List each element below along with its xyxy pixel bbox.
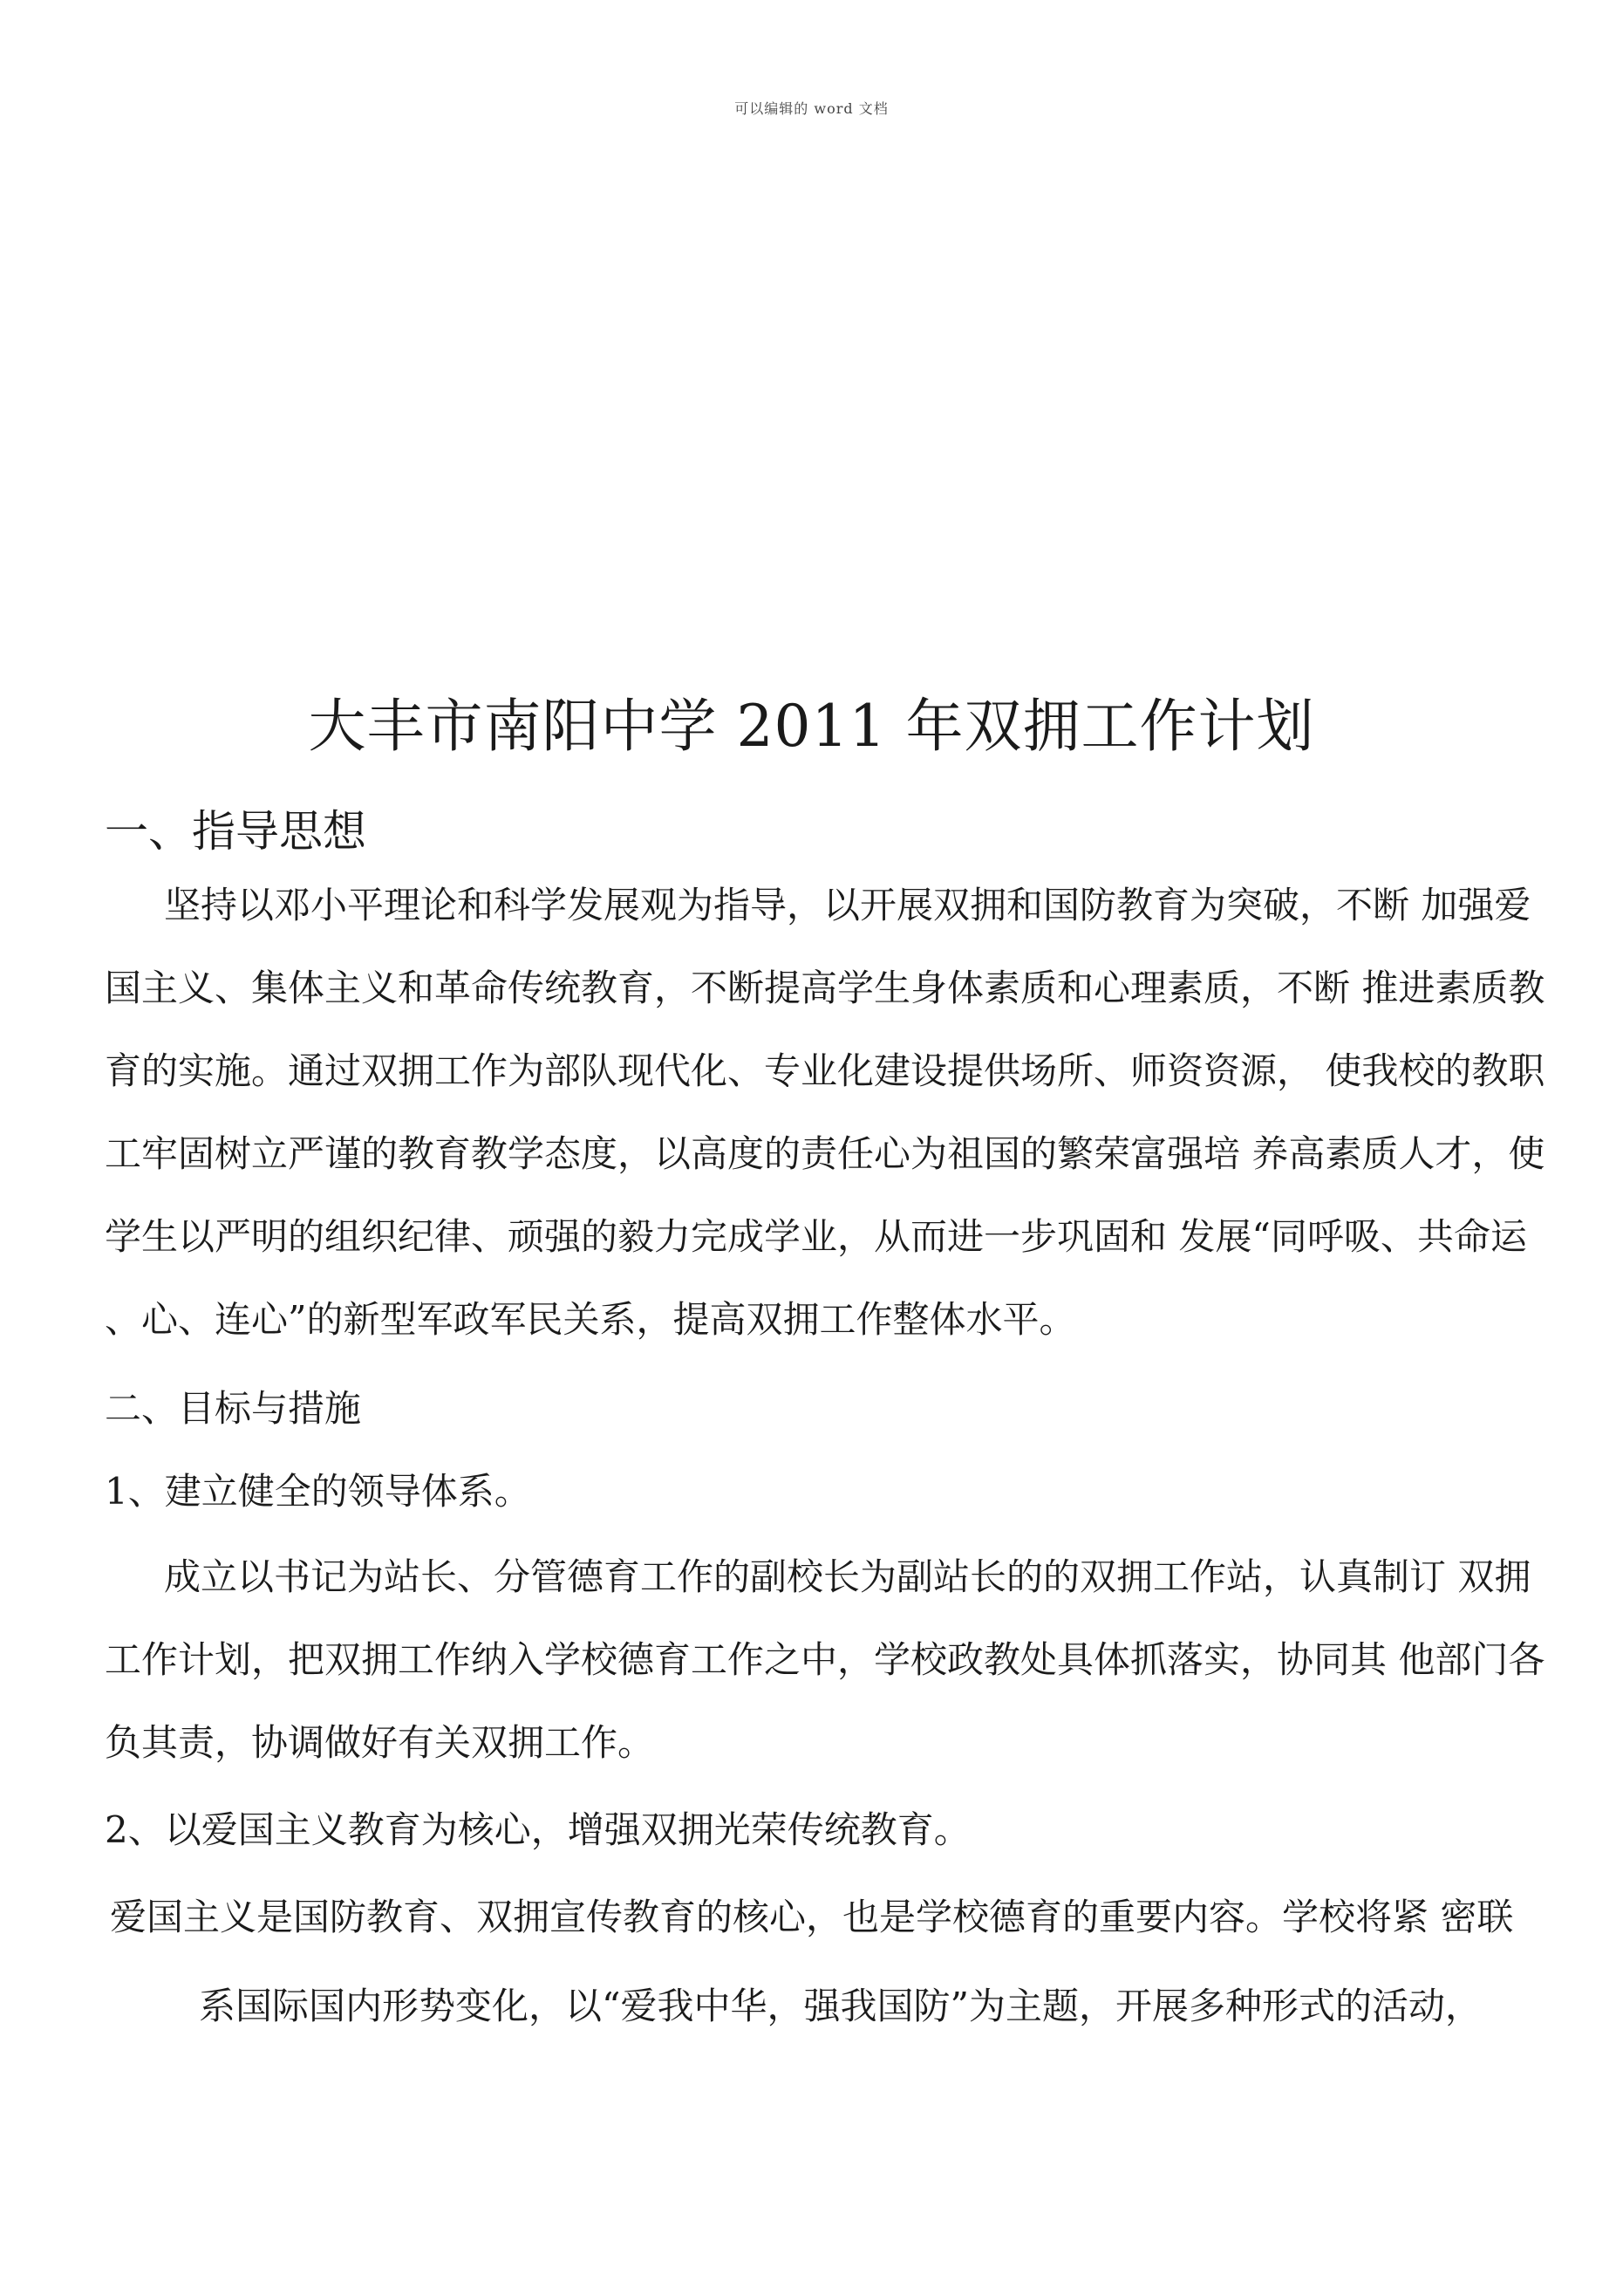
paragraph-line: 负其责，协调做好有关双拥工作。 [105,1721,655,1764]
item-heading-leadership-system: 1、建立健全的领导体系。 [105,1470,531,1513]
document-title: 大丰市南阳中学 2011 年双拥工作计划 [308,693,1315,760]
page-header-watermark: 可以编辑的 word 文档 [734,100,889,117]
section-heading-guiding-ideology: 一、指导思想 [105,806,366,857]
paragraph-line: 国主义、集体主义和革命传统教育，不断提高学生身体素质和心理素质，不断 推进素质教 [105,967,1545,1009]
paragraph-line: 爱国主义是国防教育、双拥宣传教育的核心，也是学校德育的重要内容。学校将紧 密联 [110,1896,1514,1938]
paragraph-line: 成立以书记为站长、分管德育工作的副校长为副站长的的双拥工作站，认真制订 双拥 [164,1555,1531,1598]
paragraph-line: 学生以严明的组织纪律、顽强的毅力完成学业，从而进一步巩固和 发展“同呼吸、共命运 [105,1215,1527,1258]
item-heading-patriotic-education: 2、以爱国主义教育为核心，增强双拥光荣传统教育。 [105,1808,971,1851]
paragraph-line: 工牢固树立严谨的教育教学态度，以高度的责任心为祖国的繁荣富强培 养高素质人才，使 [105,1132,1545,1175]
paragraph-line: 工作计划，把双拥工作纳入学校德育工作之中，学校政教处具体抓落实，协同其 他部门各 [105,1638,1545,1681]
paragraph-line: 坚持以邓小平理论和科学发展观为指导，以开展双拥和国防教育为突破，不断 加强爱 [164,884,1531,926]
paragraph-line: 育的实施。通过双拥工作为部队现代化、专业化建设提供场所、师资资源， 使我校的教职 [105,1049,1545,1092]
paragraph-line: 、心、连心”的新型军政军民关系，提高双拥工作整体水平。 [105,1298,1076,1341]
paragraph-line: 系国际国内形势变化，以“爱我中华，强我国防”为主题，开展多种形式的活动， [199,1985,1482,2027]
section-heading-goals-measures: 二、目标与措施 [105,1387,362,1430]
